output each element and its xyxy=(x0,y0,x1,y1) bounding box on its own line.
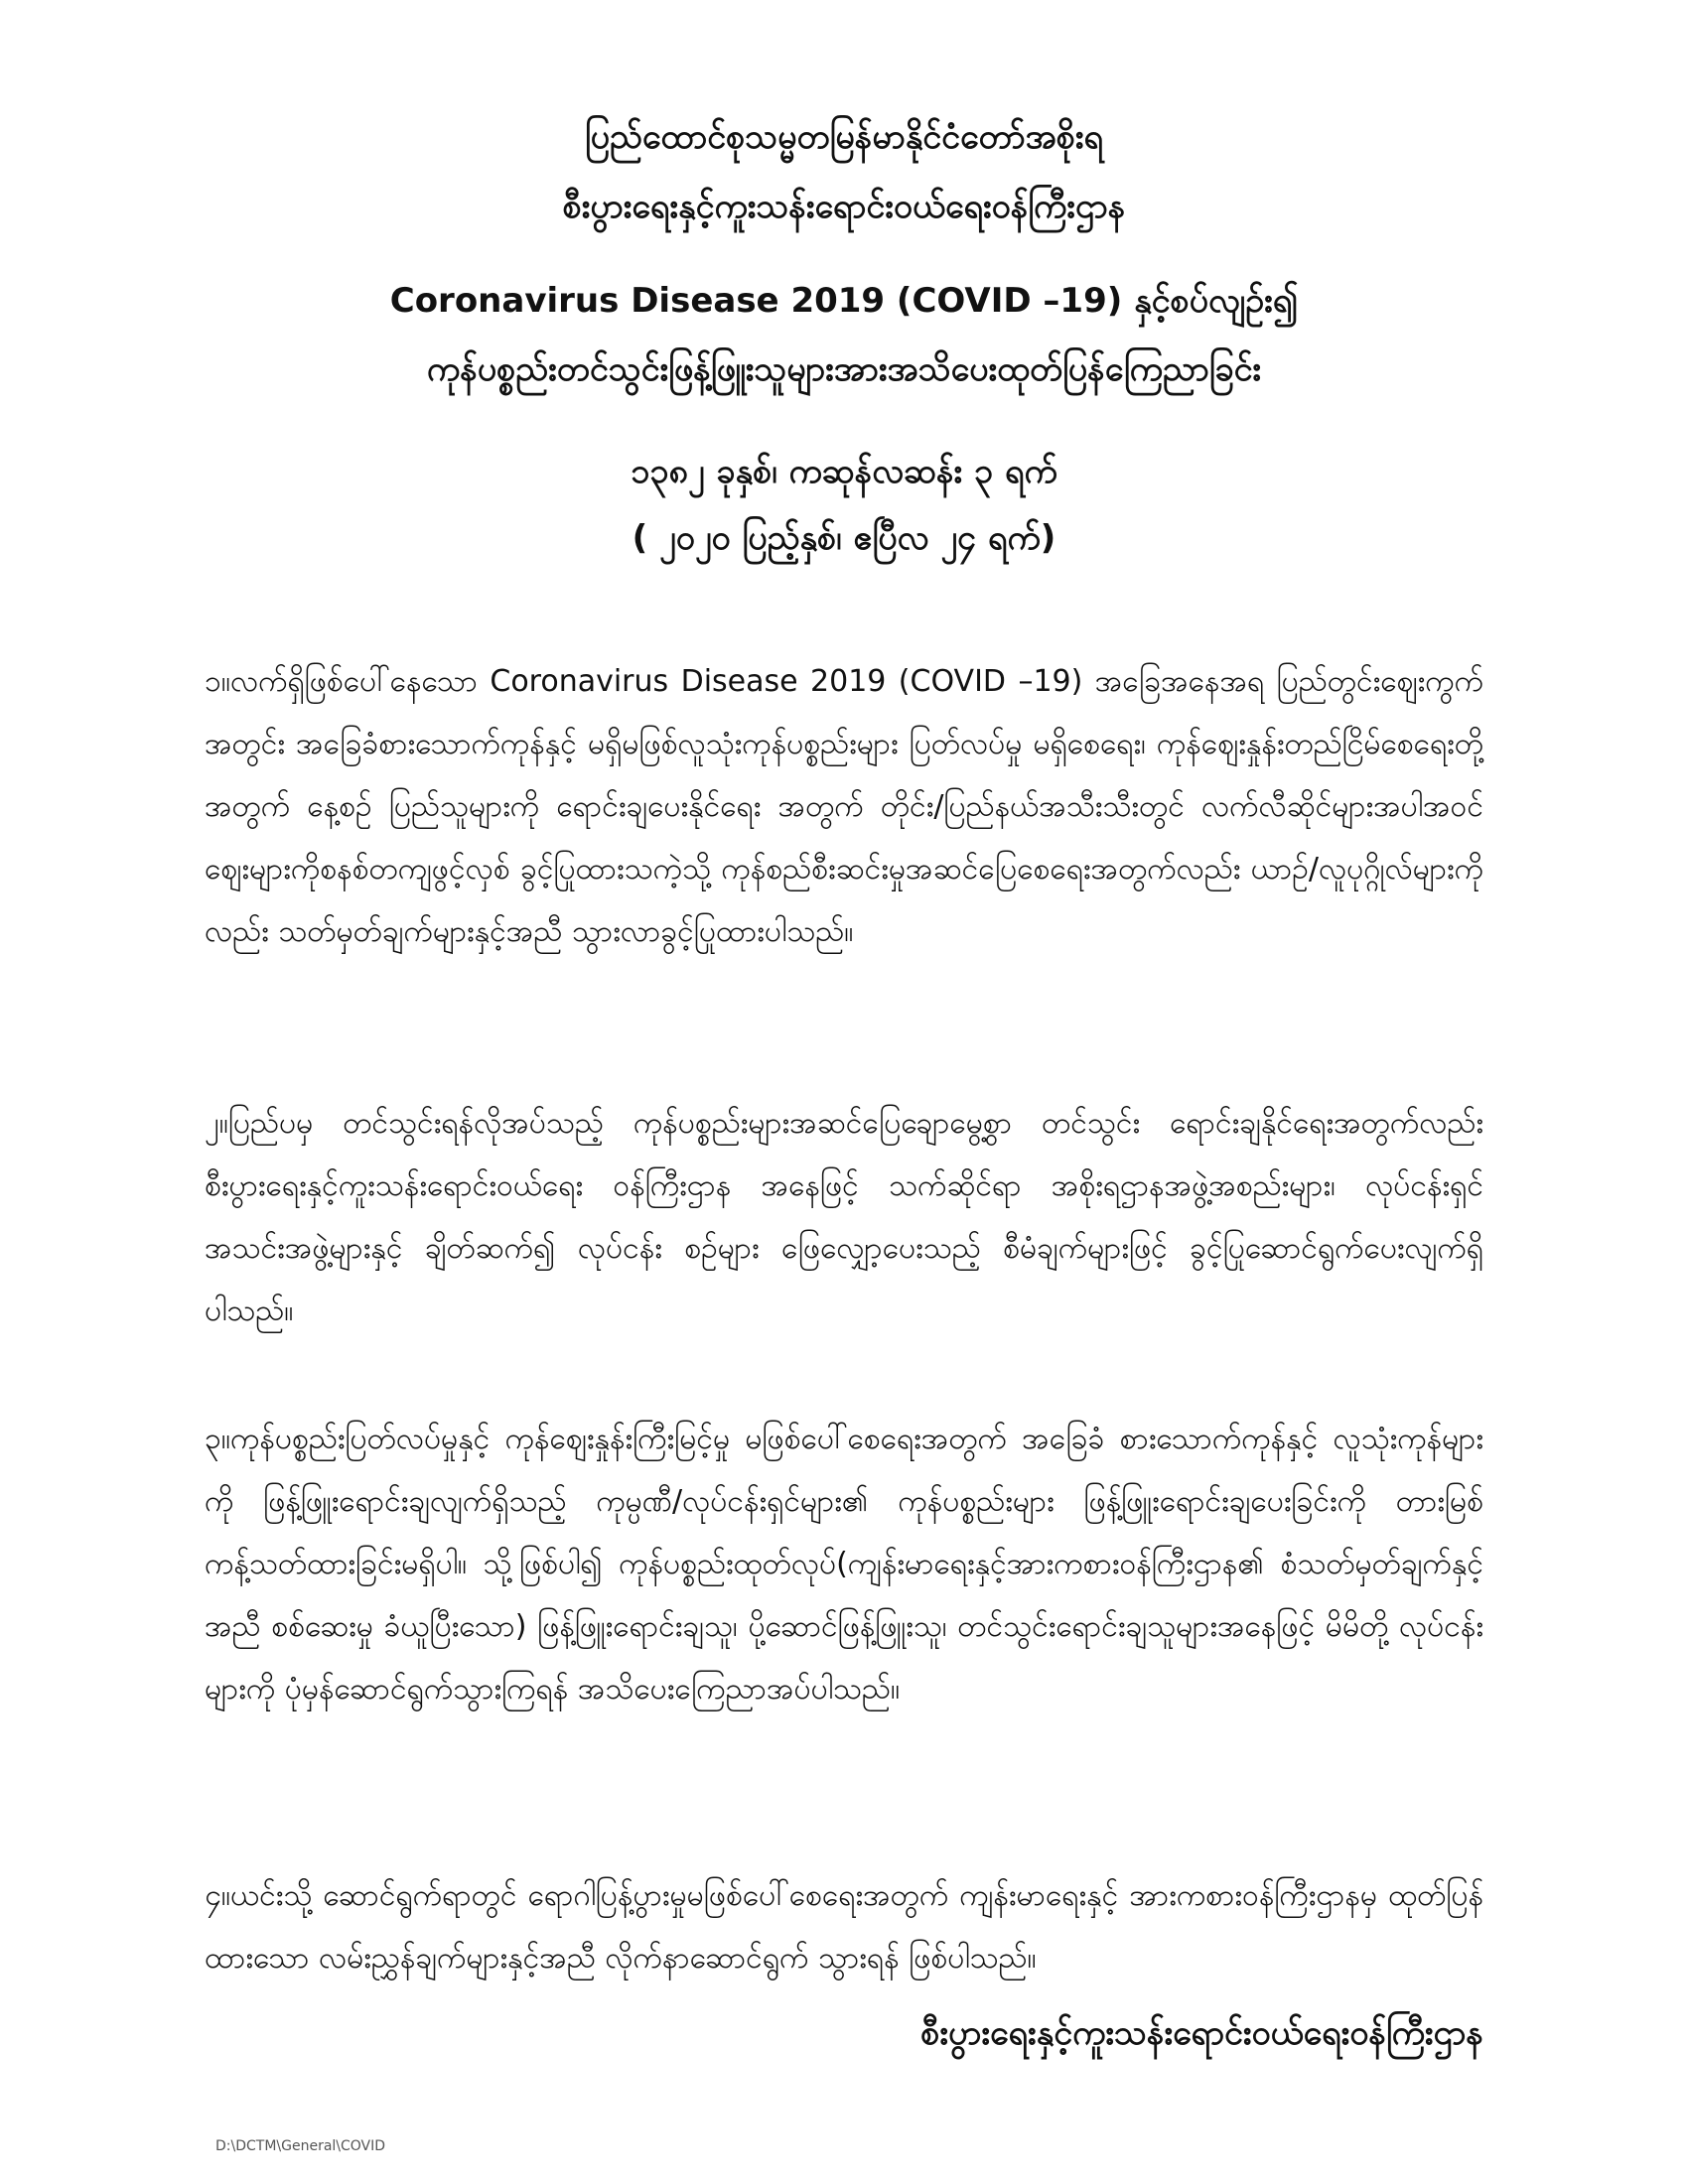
paragraph-text: ယင်းသို့ ဆောင်ရွက်ရာတွင် ရောဂါပြန့်ပွားမှုမဖြစ်ပေါ်စေရေးအတွက် ကျန်းမာရေးနှင့် အားကစားဝန်ကြီးဌာနမှ ထုတ်ပြန်ထားသော လမ်းညွှန်ချက်များနှင့်အညီ လိုက်နာဆောင်ရွက် သွားရန် ဖြစ်ပါသည်။ xyxy=(205,1878,1483,1976)
paragraph-1 xyxy=(205,650,1483,963)
paragraph-number: ၁။ xyxy=(205,664,230,699)
date-gregorian: ( ၂၀၂၀ ပြည့်နှစ်၊ ဧပြီလ ၂၄ ရက်) xyxy=(632,518,1056,558)
signature-ministry: စီးပွားရေးနှင့်ကူးသန်းရောင်းဝယ်ရေးဝန်ကြီးဌာန xyxy=(920,2013,1483,2053)
paragraph-number: ၄။ xyxy=(205,1878,230,1913)
footer-file-path: D:\DCTM\General\COVID xyxy=(215,2138,386,2154)
date-myanmar: ၁၃၈၂ ခုနှစ်၊ ကဆုန်လဆန်း ၃ ရက် xyxy=(631,452,1057,491)
subject-line-1: Coronavirus Disease 2019 (COVID –19) နှင့်စပ်လျဉ်း၍ xyxy=(389,281,1299,321)
paragraph-text: လက်ရှိဖြစ်ပေါ်နေသော Coronavirus Disease 2019 (COVID –19) အခြေအနေအရ ပြည်တွင်းဈေးကွက်အတွင်း အခြေခံစားသောက်ကုန်နှင့် မရှိမဖြစ်လူသုံးကုန်ပစ္စည်းများ ပြတ်လပ်မှု မရှိစေရေး၊ ကုန်ဈေးနှုန်းတည်ငြိမ်စေရေးတို့အတွက် နေ့စဉ် ပြည်သူများကို ရောင်းချပေးနိုင်ရေး အတွက် တိုင်း/ပြည်နယ်အသီးသီးတွင် လက်လီဆိုင်များအပါအဝင် ဈေးများကိုစနစ်တကျဖွင့်လှစ် ခွင့်ပြုထားသကဲ့သို့ ကုန်စည်စီးဆင်းမှုအဆင်ပြေစေရေးအတွက်လည်း ယာဉ်/လူပုဂ္ဂိုလ်များကိုလည်း သတ်မှတ်ချက်များနှင့်အညီ သွားလာခွင့်ပြုထားပါသည်။ xyxy=(205,664,1483,949)
paragraph-text: ပြည်ပမှ တင်သွင်းရန်လိုအပ်သည့် ကုန်ပစ္စည်းများအဆင်ပြေချောမွေ့စွာ တင်သွင်း ရောင်းချနိုင်ရေးအတွက်လည်း စီးပွားရေးနှင့်ကူးသန်းရောင်းဝယ်ရေး ဝန်ကြီးဌာန အနေဖြင့် သက်ဆိုင်ရာ အစိုးရဌာနအဖွဲ့အစည်းများ၊ လုပ်ငန်းရှင်အသင်းအဖွဲ့များနှင့် ချိတ်ဆက်၍ လုပ်ငန်း စဉ်များ ဖြေလျှော့ပေးသည့် စီမံချက်များဖြင့် ခွင့်ပြုဆောင်ရွက်ပေးလျက်ရှိပါသည်။ xyxy=(205,1106,1483,1328)
paragraph-2 xyxy=(205,1092,1483,1342)
subject-line-2: ကုန်ပစ္စည်းတင်သွင်းဖြန့်ဖြူးသူများအားအသိပေးထုတ်ပြန်ကြေညာခြင်း xyxy=(426,349,1262,389)
ministry-title: စီးပွားရေးနှင့်ကူးသန်းရောင်းဝယ်ရေးဝန်ကြီးဌာန xyxy=(562,187,1126,226)
paragraph-number: ၂။ xyxy=(205,1106,228,1141)
government-title: ပြည်ထောင်စုသမ္မတမြန်မာနိုင်ငံတော်အစိုးရ xyxy=(584,117,1104,157)
paragraph-text: ကုန်ပစ္စည်းပြတ်လပ်မှုနှင့် ကုန်ဈေးနှုန်းကြီးမြင့်မှု မဖြစ်ပေါ်စေရေးအတွက် အခြေခံ စားသောက်ကုန်နှင့် လူသုံးကုန်များကို ဖြန့်ဖြူးရောင်းချလျက်ရှိသည့် ကုမ္ပဏီ/လုပ်ငန်းရှင်များ၏ ကုန်ပစ္စည်းများ ဖြန့်ဖြူးရောင်းချပေးခြင်းကို တားမြစ်ကန့်သတ်ထားခြင်းမရှိပါ။ သို့ဖြစ်ပါ၍ ကုန်ပစ္စည်းထုတ်လုပ်(ကျန်းမာရေးနှင့်အားကစားဝန်ကြီးဌာန၏ စံသတ်မှတ်ချက်နှင့်အညီ စစ်ဆေးမှု ခံယူပြီးသော) ဖြန့်ဖြူးရောင်းချသူ၊ ပို့ဆောင်ဖြန့်ဖြူးသူ၊ တင်သွင်းရောင်းချသူများအနေဖြင့် မိမိတို့ လုပ်ငန်းများကို ပုံမှန်ဆောင်ရွက်သွားကြရန် အသိပေးကြေညာအပ်ပါသည်။ xyxy=(205,1422,1483,1706)
paragraph-3 xyxy=(205,1408,1483,1720)
paragraph-4 xyxy=(205,1864,1483,1989)
paragraph-number: ၃။ xyxy=(205,1422,230,1456)
